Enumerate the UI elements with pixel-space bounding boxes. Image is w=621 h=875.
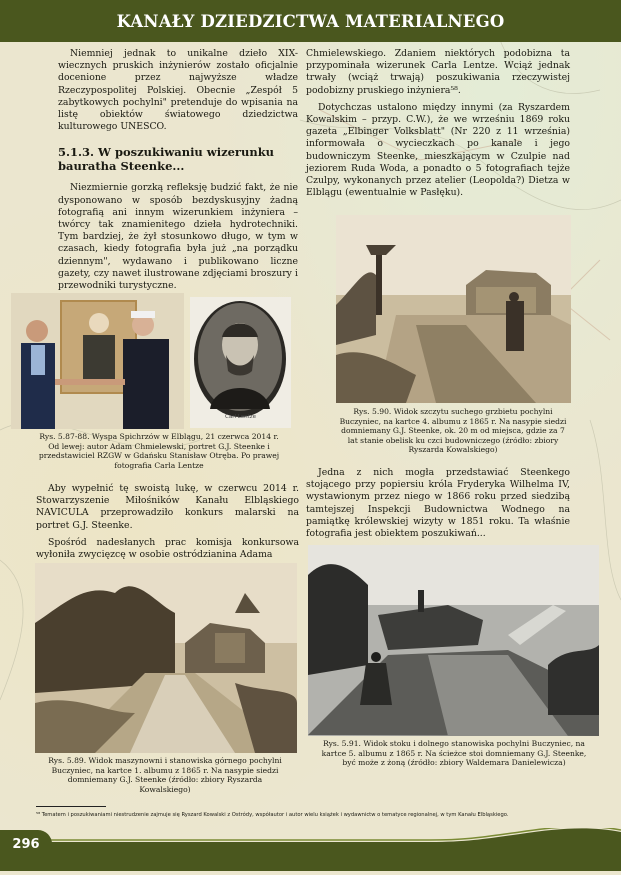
machine-house-photo [35,563,297,753]
figure-90-caption: Rys. 5.90. Widok szczytu suchego grzbietu pochylni Buczyniec, na kartce 4. albumu z 1865 r. Na nasypie siedzi domniemany G.J. Steenke, ok. 20 m od miejsca, gdzie za 7 lat stanie obelisk ku czci budowniczego (źródło: zbiory Ryszarda Kowalskiego) [339,407,567,455]
right-paragraph-3: Jedna z nich mogła przedstawiać Steenkego stojącego przy popiersiu króla Fryderyka Wilhelma IV, wystawionym przez niego w 1866 roku przed siedzibą tamtejszej Inspekcji Budownictwa Wodnego na pamiątkę królewskiej wizyty w 1851 roku. Ta właśnie fotografia jest obiektem poszukiwań... [306,467,570,540]
portrait-label: Carl Lentze [224,414,256,420]
page-header [0,0,621,42]
left-paragraph-3: Aby wypełnić tę swoistą lukę, w czerwcu 2014 r. Stowarzyszenie Miłośników Kanału Elbląskiego NAVICULA przeprowadziło konkurs malarski na portret G.J. Steenke. [36,483,299,531]
right-column [306,48,570,204]
slope-photo [308,545,599,736]
left-column [58,48,298,297]
portrait-photo [190,297,291,428]
dry-ridge-photo [336,215,571,403]
page-footer [0,828,621,871]
page-number: 296 [0,830,52,858]
right-column-lower [306,467,570,545]
figure-89-caption: Rys. 5.89. Widok maszynowni i stanowiska górnego pochylni Buczyniec, na kartce 1. albumu z 1865 r. Na nasypie siedzi domniemany G.J. Steenke (źródło: zbiory Ryszarda Kowalskiego) [48,756,282,794]
footnote: ⁵⁸ Tematem i poszukiwaniami niestrudzenie zajmuje się Ryszard Kowalski z Ostródy, współautor i autor wielu książek i wydawnictw o tematyce regionalnej, w tym Kanału Elbląskiego. [36,812,509,818]
footnote-divider [36,806,106,807]
left-paragraph-1: Niemniej jednak to unikalne dzieło XIX-wiecznych pruskich inżynierów zostało oficjalnie docenione przez najwyższe władze Rzeczypospolitej Polskiej. Obecnie „Zespół 5 zabytkowych pochylni" pretenduje do wpisania na listę obiektów światowego dziedzictwa kulturowego UNESCO. [58,48,298,133]
header-title: KANAŁY DZIEDZICTWA MATERIALNEGO [116,11,505,31]
right-paragraph-2: Dotychczas ustalono między innymi (za Ryszardem Kowalskim – przyp. C.W.), że we wrześniu 1869 roku gazeta „Elbinger Volksblatt" (Nr 220 z 11 września) informowała o wycieczkach po kanale i jego budowniczym Steenke, mieszkającym w Czulpie nad jeziorem Ruda Woda, a ponadto o 5 fotografiach tejże Czulpy, wykonanych przez atelier (Leopolda?) Dietza w Elblągu (ewentualnie w Pasłęku). [306,101,570,199]
ceremony-photo [11,293,184,429]
figure-87-caption: Rys. 5.87-88. Wyspa Spichrzów w Elblągu, 21 czerwca 2014 r. Od lewej: autor Adam Chmielewski, portret G.J. Steenke i przedstawiciel RZGW w Gdańsku Stanisław Otręba. Po prawej fotografia Carla Lentze [38,432,280,470]
section-heading: 5.1.3. W poszukiwaniu wizerunku bauratha Steenke... [58,145,275,174]
left-column-lower [36,483,299,561]
left-paragraph-2: Niezmiernie gorzką refleksję budzić fakt, że nie dysponowano w sposób bezdyskusyjny żadną fotografią ani innym wizerunkiem inżyniera – twórcy tak znamienitego dzieła hydrotechniki. Tym bardziej, że żył stosunkowo długo, w tym w czasach, kiedy fotografia była już „na porządku dziennym", wydawano i publikowano liczne gazety, czy nawet ilustrowane zdjęciami broszury i przewodniki turystyczne. [58,182,298,292]
figure-91-caption: Rys. 5.91. Widok stoku i dolnego stanowiska pochylni Buczyniec, na kartce 5. albumu z 1865 r. Na ścieżce stoi domniemany G.J. Steenke, być może z żoną (źródło: zbiory Waldemara Danielewicza) [321,739,587,768]
right-paragraph-1: Chmielewskiego. Zdaniem niektórych podobizna ta przypominała wizerunek Carla Lentze. Wciąż jednak trwały (wciąż trwają) poszukiwania rzeczywistej podobizny pruskiego inżyniera⁵⁸. [306,48,570,96]
left-paragraph-4: Spośród nadesłanych prac komisja konkursowa wyłoniła zwycięzcę w osobie ostródzianina Adama [36,536,299,561]
